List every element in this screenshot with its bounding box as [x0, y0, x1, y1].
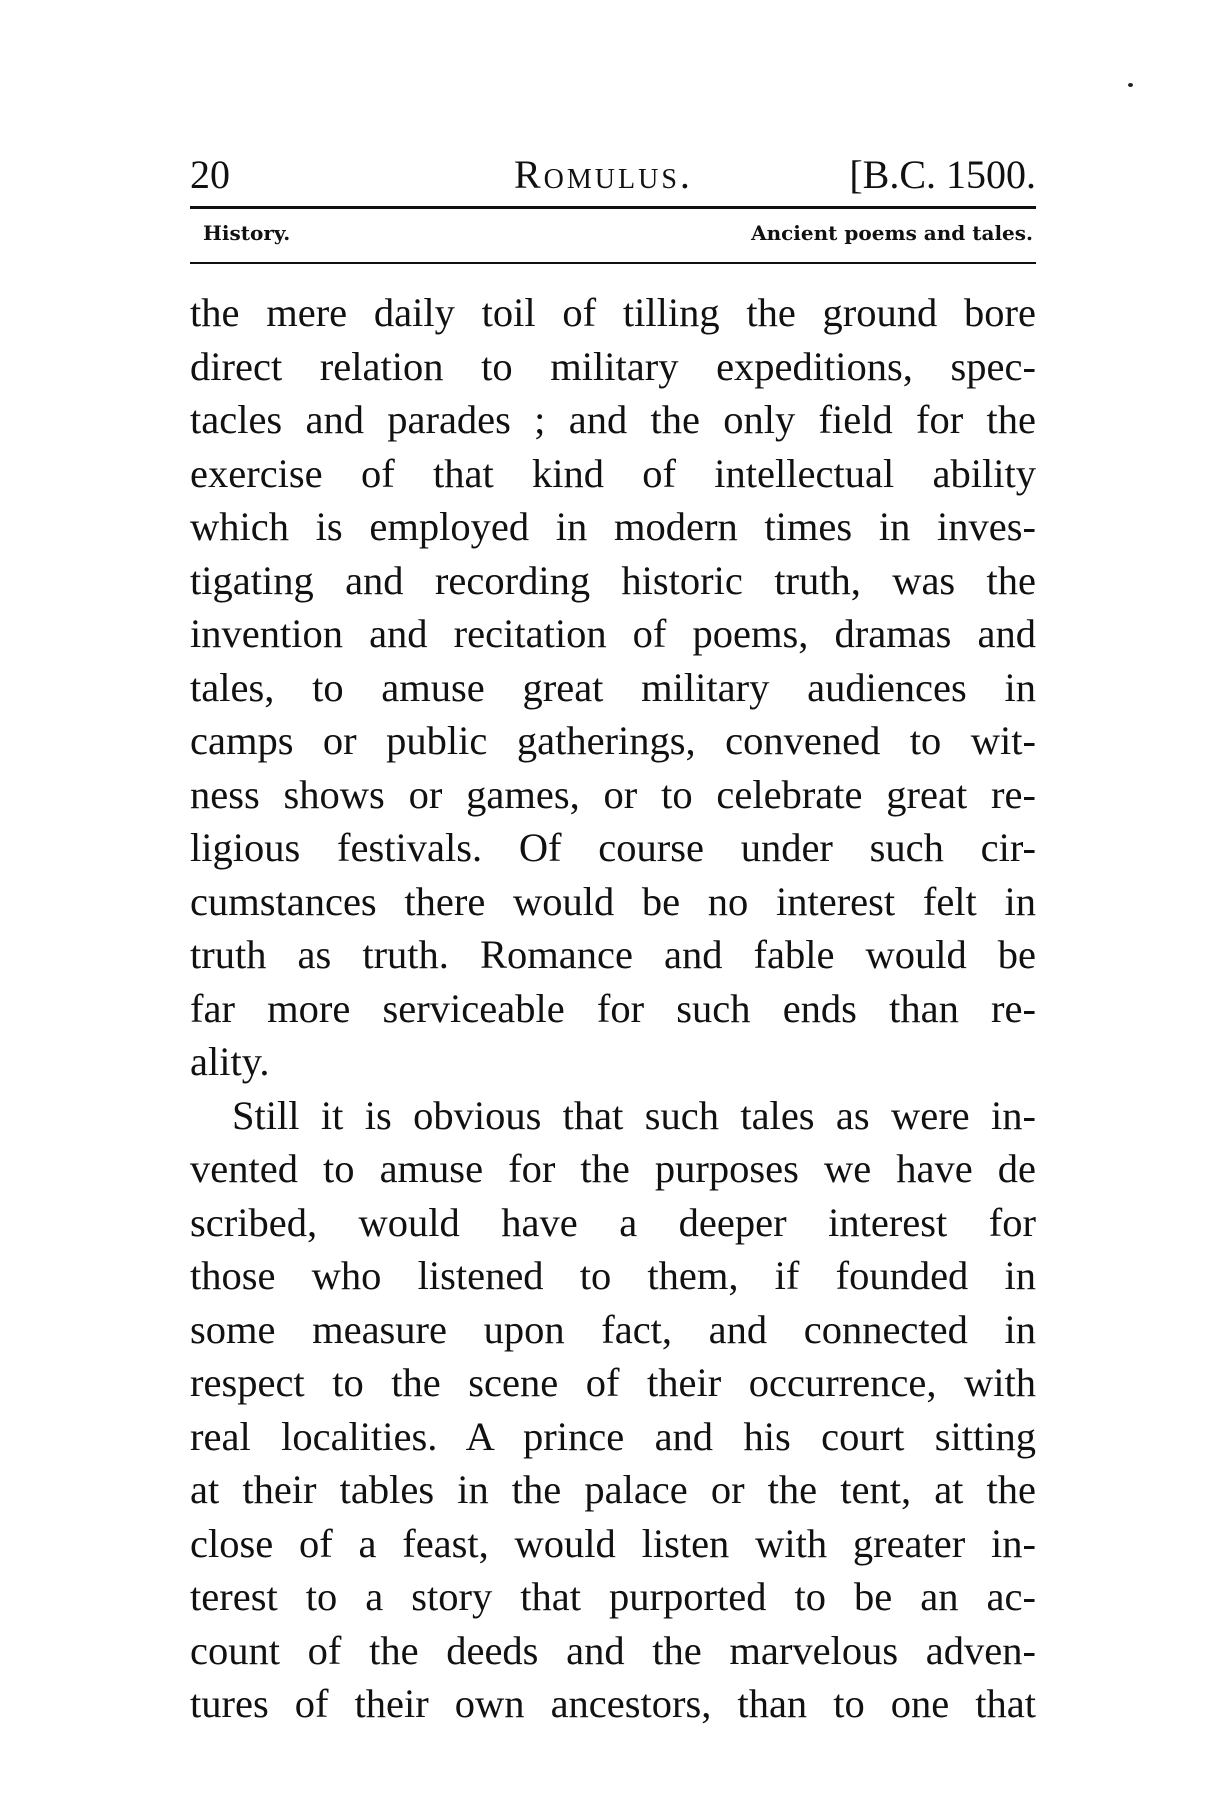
- body-text: [190, 286, 1036, 1766]
- text-line: tales, to amuse great military audiences in: [190, 664, 1036, 710]
- text-line: tures of their own ancestors, than to one that: [190, 1681, 1036, 1726]
- text-line: close of a feast, would listen with greater in-: [190, 1520, 1036, 1566]
- text-line: invention and recitation of poems, dramas and: [190, 611, 1036, 656]
- text-line: some measure upon fact, and connected in: [190, 1306, 1036, 1352]
- page-number: 20: [190, 152, 230, 197]
- text-line: count of the deeds and the marvelous adven-: [190, 1627, 1036, 1673]
- text-line: far more serviceable for such ends than re-: [190, 985, 1036, 1031]
- side-note-left: History.: [203, 221, 291, 245]
- text-line: which is employed in modern times in inves-: [190, 504, 1036, 549]
- text-line: ness shows or games, or to celebrate great re-: [190, 771, 1036, 817]
- text-line: exercise of that kind of intellectual ability: [190, 450, 1036, 496]
- text-line: ality.: [190, 1039, 270, 1084]
- date-heading: [B.C. 1500.: [849, 152, 1036, 197]
- side-notes: [193, 218, 1033, 254]
- text-line: cumstances there would be no interest felt in: [190, 878, 1036, 924]
- text-line: the mere daily toil of tilling the ground bore: [190, 290, 1036, 335]
- text-line: scribed, would have a deeper interest for: [190, 1199, 1036, 1245]
- text-line: terest to a story that purported to be an ac-: [190, 1574, 1036, 1619]
- text-line: real localities. A prince and his court sitting: [190, 1413, 1036, 1459]
- text-line: ligious festivals. Of course under such cir-: [190, 825, 1036, 870]
- page-header: [190, 150, 1036, 204]
- text-line: Still it is obvious that such tales as were in-: [232, 1092, 1036, 1138]
- text-line: vented to amuse for the purposes we have de: [190, 1146, 1036, 1191]
- header-rule: [190, 206, 1036, 209]
- text-line: direct relation to military expeditions, spec-: [190, 343, 1036, 389]
- text-line: camps or public gatherings, convened to wit-: [190, 718, 1036, 763]
- text-line: truth as truth. Romance and fable would be: [190, 932, 1036, 977]
- print-speck: [1128, 83, 1133, 87]
- side-note-right: Ancient poems and tales.: [751, 221, 1033, 245]
- text-line: at their tables in the palace or the tent, at the: [190, 1467, 1036, 1512]
- text-line: respect to the scene of their occurrence, with: [190, 1360, 1036, 1405]
- text-line: tigating and recording historic truth, was the: [190, 557, 1036, 603]
- text-line: those who listened to them, if founded in: [190, 1253, 1036, 1298]
- running-title: Romulus.: [514, 152, 693, 197]
- side-note-rule: [190, 262, 1036, 264]
- text-line: tacles and parades ; and the only field for the: [190, 397, 1036, 442]
